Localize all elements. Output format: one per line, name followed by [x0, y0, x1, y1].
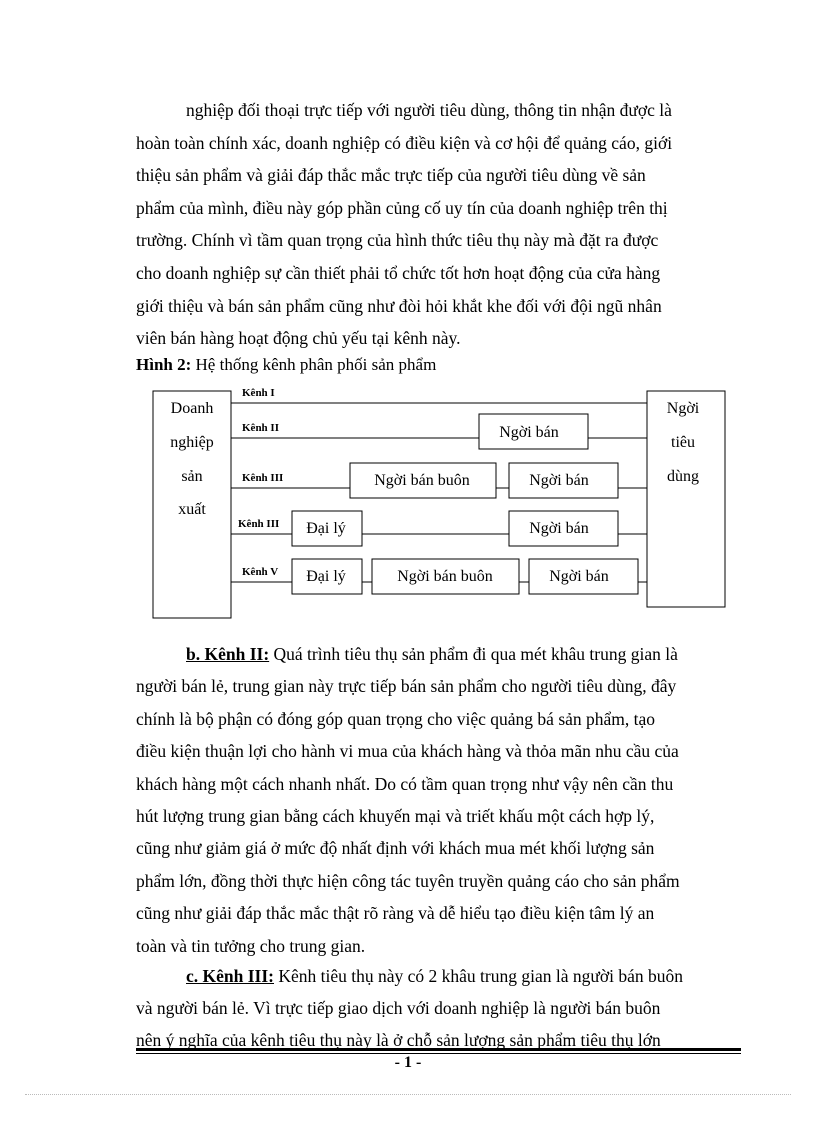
channel-5-agent-label: Đại lý [306, 568, 346, 585]
producer-label-line: nghiệp [170, 434, 214, 451]
paragraph-2-heading: b. Kênh II: [186, 644, 270, 664]
consumer-label-line: tiêu [671, 434, 695, 451]
paragraph-1-line: trường. Chính vì tầm quan trọng của hình thức tiêu thụ này mà đặt ra được [136, 230, 659, 251]
consumer-box [647, 391, 725, 607]
consumer-label-line: dùng [667, 468, 699, 485]
page-number: - 1 - [394, 1054, 422, 1071]
channel-3-wholesaler-label: Ngời bán buôn [374, 472, 470, 489]
channel-3-label: Kênh III [242, 472, 284, 484]
paragraph-2-line: người bán lẻ, trung gian này trực tiếp bán sản phẩm cho người tiêu dùng, đây [136, 676, 677, 697]
channel-5-wholesaler-label: Ngời bán buôn [397, 568, 493, 585]
channel-3-retailer-label: Ngời bán [529, 472, 589, 489]
figure-title: Hệ thống kênh phân phối sản phẩm [195, 355, 437, 374]
channel-5-label: Kênh V [242, 566, 279, 578]
footer-rule-thick [136, 1048, 741, 1051]
channel-4-label: Kênh III [238, 518, 280, 530]
paragraph-1-line: giới thiệu và bán sản phẩm cũng như đòi hỏi khắt khe đối với đội ngũ nhân [136, 295, 662, 316]
paragraph-2 [136, 638, 740, 962]
paragraph-2-line: chính là bộ phận có đóng góp quan trọng cho việc quảng bá sản phẩm, tạo [136, 708, 656, 729]
channel-2-label: Kênh II [242, 422, 279, 434]
paragraph-3-first-line [136, 960, 740, 992]
paragraph-3-line: Kênh tiêu thụ này có 2 khâu trung gian là người bán buôn [278, 966, 684, 986]
paragraph-2-line: hút lượng trung gian bằng cách khuyến mại và triết khấu một cách hợp lý, [136, 806, 655, 827]
paragraph-3 [136, 960, 740, 1057]
paragraph-2-line: khách hàng một cách nhanh nhất. Do có tầm quan trọng như vậy nên cần thu [136, 773, 674, 794]
paragraph-2-line: phẩm lớn, đồng thời thực hiện công tác tuyên truyền quảng cáo cho sản phẩm [136, 870, 680, 891]
channel-4-retailer-label: Ngời bán [529, 520, 589, 537]
channel-5-retailer-label: Ngời bán [549, 568, 609, 585]
consumer-label-line: Ngời [666, 400, 700, 417]
channel-1-label: Kênh I [242, 387, 275, 399]
producer-label-line: sản [181, 468, 203, 485]
paragraph-2-first-line [136, 638, 740, 670]
paragraph-2-line: điều kiện thuận lợi cho hành vi mua của khách hàng và thỏa mãn nhu cầu của [136, 741, 679, 762]
paragraph-2-line: cũng như giải đáp thắc mắc thật rõ ràng và dễ hiểu tạo điều kiện tâm lý an [136, 903, 655, 924]
paragraph-1-line: thiệu sản phẩm và giải đáp thắc mắc trực tiếp của người tiêu dùng về sản [136, 165, 646, 186]
figure-label: Hình 2: [136, 355, 192, 374]
paragraph-1-line: nghiệp đối thoại trực tiếp với người tiêu dùng, thông tin nhận được là [186, 100, 672, 120]
producer-label-line: Doanh [170, 400, 214, 417]
paragraph-2-line: toàn và tin tưởng cho trung gian. [136, 935, 366, 956]
paragraph-1-line: viên bán hàng hoạt động chủ yếu tại kênh này. [136, 328, 461, 349]
channel-2-retailer-label: Ngời bán [499, 424, 559, 441]
paragraph-3-line: nên ý nghĩa của kênh tiêu thụ này là ở chỗ sản lượng sản phẩm tiêu thụ lớn [136, 1030, 661, 1051]
paragraph-3-heading: c. Kênh III: [186, 966, 274, 986]
paragraph-1-line: phẩm của mình, điều này góp phần củng cố uy tín của doanh nghiệp trên thị [136, 197, 668, 218]
paragraph-3-line: và người bán lẻ. Vì trực tiếp giao dịch với doanh nghiệp là người bán buôn [136, 998, 661, 1019]
producer-label-line: xuất [178, 501, 206, 518]
paragraph-1-line: cho doanh nghiệp sự cần thiết phải tổ chức tốt hơn hoạt động của cửa hàng [136, 262, 661, 283]
paragraph-2-line: cũng như giảm giá ở mức độ nhất định với khách mua mét khối lượng sản [136, 838, 655, 859]
paragraph-2-line: Quá trình tiêu thụ sản phẩm đi qua mét khâu trung gian là [273, 644, 678, 664]
paragraph-1-line: hoàn toàn chính xác, doanh nghiệp có điều kiện và cơ hội để quảng cáo, giới [136, 132, 673, 153]
page-edge-divider [25, 1094, 791, 1095]
channel-4-agent-label: Đại lý [306, 520, 346, 537]
